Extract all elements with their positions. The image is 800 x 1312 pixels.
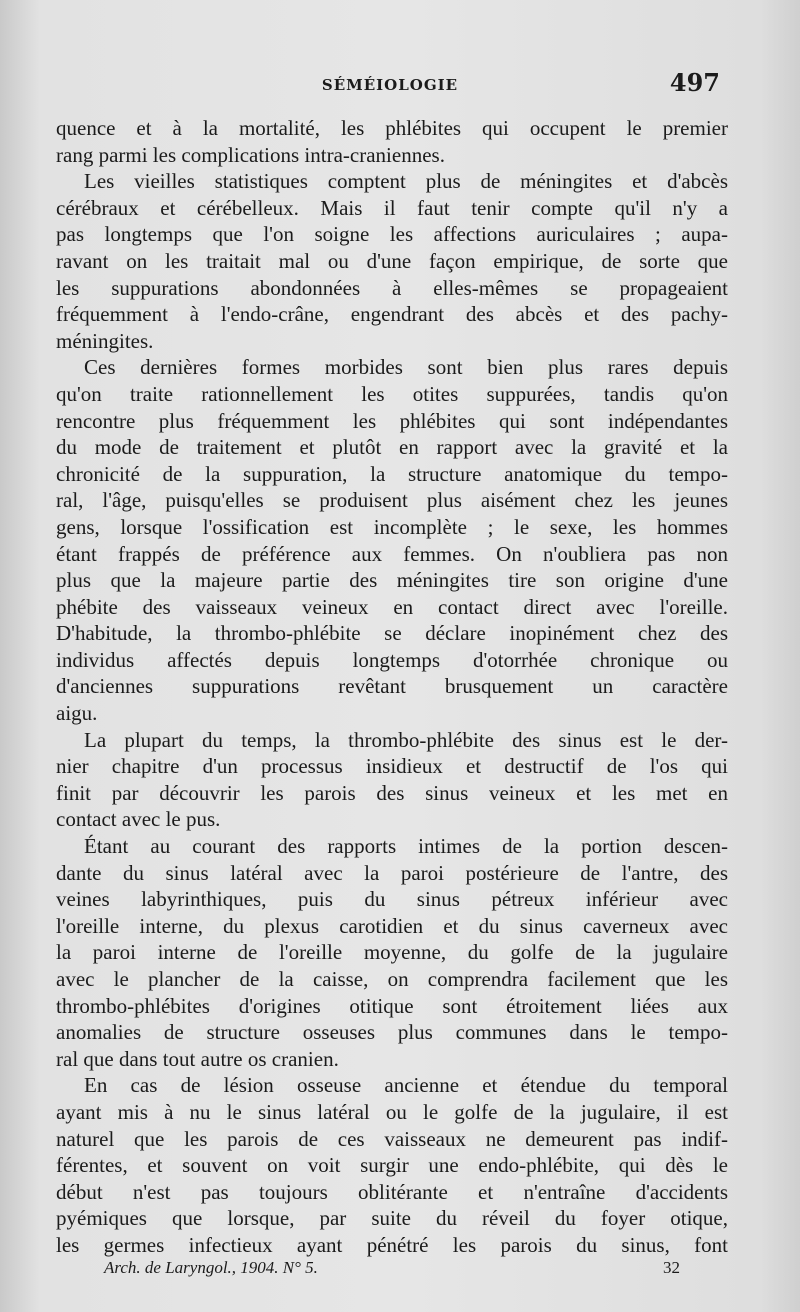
- text-line: contact avec le pus.: [56, 807, 221, 832]
- text-line: naturel que les parois de ces vaisseaux ne demeurent pas indif-: [56, 1126, 728, 1151]
- running-title: SÉMÉIOLOGIE: [321, 76, 459, 94]
- text-line: D'habitude, la thrombo-phlébite se déclare inopinément chez des: [56, 621, 728, 646]
- text-line: méningites.: [56, 328, 154, 353]
- text-line: veines labyrinthiques, puis du sinus pétreux inférieur avec: [56, 887, 728, 912]
- text-line: d'anciennes suppurations revêtant brusquement un caractère: [56, 674, 728, 699]
- text-line: finit par découvrir les parois des sinus veineux et les met en: [56, 780, 728, 805]
- text-line: ayant mis à nu le sinus latéral ou le golfe de la jugulaire, il est: [56, 1099, 728, 1124]
- text-line: fréquemment à l'endo-crâne, engendrant des abcès et des pachy-: [56, 302, 728, 327]
- text-line: ral, l'âge, puisqu'elles se produisent plus aisément chez les jeunes: [56, 488, 728, 513]
- text-line: rang parmi les complications intra-craniennes.: [56, 142, 445, 167]
- text-line: thrombo-phlébites d'origines otitique sont étroitement liées aux: [56, 993, 728, 1018]
- text-line: chronicité de la suppuration, la structure anatomique du tempo-: [56, 461, 728, 486]
- text-line: ravant on les traitait mal ou d'une façon empirique, de sorte que: [56, 248, 728, 273]
- text-line: plus que la majeure partie des méningites tire son origine d'une: [56, 568, 728, 593]
- text-line: pas longtemps que l'on soigne les affections auriculaires ; aupa-: [56, 222, 728, 247]
- text-line: individus affectés depuis longtemps d'otorrhée chronique ou: [56, 647, 728, 672]
- text-line: début n'est pas toujours oblitérante et n'entraîne d'accidents: [56, 1179, 728, 1204]
- text-line: nier chapitre d'un processus insidieux et destructif de l'os qui: [56, 754, 728, 779]
- page-header: [60, 68, 720, 102]
- text-line: phébite des vaisseaux veineux en contact direct avec l'oreille.: [56, 594, 728, 619]
- text-line: pyémiques que lorsque, par suite du réveil du foyer otique,: [56, 1206, 728, 1231]
- text-line: Ces dernières formes morbides sont bien plus rares depuis: [84, 355, 728, 380]
- text-line: anomalies de structure osseuses plus communes dans le tempo-: [56, 1020, 728, 1045]
- text-line: ral que dans tout autre os cranien.: [56, 1046, 339, 1071]
- text-line: cérébraux et cérébelleux. Mais il faut tenir compte qu'il n'y a: [56, 195, 728, 220]
- text-line: la paroi interne de l'oreille moyenne, du golfe de la jugulaire: [56, 940, 728, 965]
- text-line: les germes infectieux ayant pénétré les parois du sinus, font: [56, 1232, 728, 1257]
- text-line: l'oreille interne, du plexus carotidien et du sinus caverneux avec: [56, 913, 728, 938]
- page-footer: [104, 1258, 680, 1286]
- text-line: rencontre plus fréquemment les phlébites qui sont indépendantes: [56, 408, 728, 433]
- signature-mark: 32: [663, 1258, 680, 1277]
- text-line: La plupart du temps, la thrombo-phlébite des sinus est le der-: [84, 727, 728, 752]
- text-line: dante du sinus latéral avec la paroi postérieure de l'antre, des: [56, 860, 728, 885]
- text-line: les suppurations abondonnées à elles-mêmes se propageaient: [56, 275, 728, 300]
- text-line: férentes, et souvent on voit surgir une endo-phlébite, qui dès le: [56, 1153, 728, 1178]
- body-text: [56, 115, 728, 1259]
- text-line: du mode de traitement et plutôt en rapport avec la gravité et la: [56, 435, 728, 460]
- page-number: 497: [669, 68, 720, 97]
- text-line: étant frappés de préférence aux femmes. On n'oubliera pas non: [56, 541, 728, 566]
- journal-citation: Arch. de Laryngol., 1904. N° 5.: [104, 1258, 318, 1277]
- text-line: En cas de lésion osseuse ancienne et étendue du temporal: [84, 1073, 728, 1098]
- text-line: aigu.: [56, 701, 98, 726]
- text-line: Les vieilles statistiques comptent plus de méningites et d'abcès: [84, 169, 728, 194]
- text-line: Étant au courant des rapports intimes de la portion descen-: [84, 834, 728, 859]
- text-line: quence et à la mortalité, les phlébites qui occupent le premier: [56, 116, 728, 140]
- text-line: avec le plancher de la caisse, on comprendra facilement que les: [56, 967, 728, 991]
- text-line: qu'on traite rationnellement les otites suppurées, tandis qu'on: [56, 381, 728, 406]
- text-line: gens, lorsque l'ossification est incomplète ; le sexe, les hommes: [56, 514, 728, 539]
